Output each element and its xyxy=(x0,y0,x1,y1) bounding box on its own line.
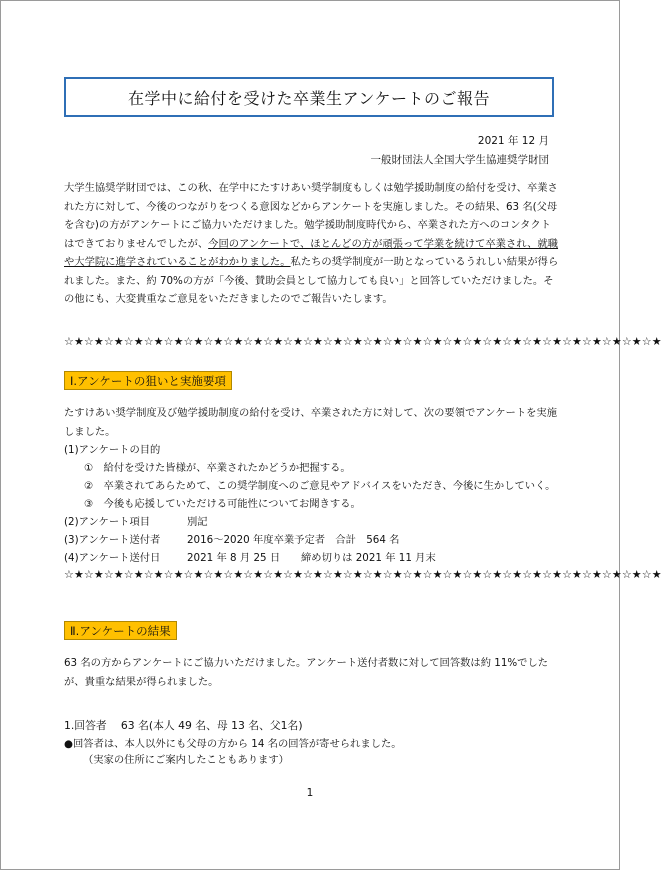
purpose-item-3: ③ 今後も応援していただける可能性についてお聞きする。 xyxy=(84,498,361,510)
purpose-item-2: ② 卒業されてあらためて、この奨学制度へのご意見やアドバイスをいただき、今後に生かしていく。 xyxy=(84,480,556,492)
recipients-value: 2016～2020 年度卒業予定者 合計 564 名 xyxy=(187,534,400,546)
send-date-value: 2021 年 8 月 25 日 xyxy=(187,552,281,564)
section1-intro: たすけあい奨学制度及び勉学援助制度の給付を受け、卒業された方に対して、次の要領でアンケートを実施しました。 xyxy=(64,407,558,438)
items-label: (2)アンケート項目 xyxy=(64,516,151,528)
recipients-label: (3)アンケート送付者 xyxy=(64,534,161,546)
page-title: 在学中に給付を受けた卒業生アンケートのご報告 xyxy=(127,88,491,108)
star-divider: ☆★☆★☆★☆★☆★☆★☆★☆★☆★☆★☆★☆★☆★☆★☆★☆★☆★☆★☆★☆★☆★☆★☆★☆★☆★☆★☆★☆★☆★☆★ xyxy=(64,335,662,348)
section-heading-2: Ⅱ.アンケートの結果 xyxy=(64,621,177,640)
intro-text-2: 私たちの奨学制度が一助となっているうれしい結果が得られました。また、約 70%の方が「今後、賛助会員として協力しても良い」と回答していただけました。その他にも、大変貴重なご意見をいただきましたのでご報告いたします。 xyxy=(64,256,559,305)
star-divider: ☆★☆★☆★☆★☆★☆★☆★☆★☆★☆★☆★☆★☆★☆★☆★☆★☆★☆★☆★☆★☆★☆★☆★☆★☆★☆★☆★☆★☆★☆★ xyxy=(64,568,662,581)
intro-underlined-text: 今回のアンケートで、ほとんどの方が頑張って学業を続けて卒業され、就職や大学院に進学されていることがわかりました。 xyxy=(64,237,559,268)
purpose-item-1: ① 給付を受けた皆様が、卒業されたかどうか把握する。 xyxy=(84,462,351,474)
respondents-note-1: ●回答者は、本人以外にも父母の方から 14 名の回答が寄せられました。 xyxy=(64,738,402,750)
deadline: 締め切りは 2021 年 11 月末 xyxy=(301,552,436,564)
report-date: 2021 年 12 月 xyxy=(477,135,549,147)
section2-intro: 63 名の方からアンケートにご協力いただけました。アンケート送付者数に対して回答数は約 11%でしたが、貴重な結果が得られました。 xyxy=(64,657,549,688)
respondents-note xyxy=(64,736,402,768)
title-box xyxy=(64,77,554,117)
respondents-heading: 1.回答者 63 名(本人 49 名、母 13 名、父1名) xyxy=(64,719,303,732)
section-heading-1: Ⅰ.アンケートの狙いと実施要項 xyxy=(64,371,232,390)
intro-paragraph xyxy=(64,179,561,309)
page-number: 1 xyxy=(306,787,314,799)
items-value: 別記 xyxy=(187,516,208,528)
respondents-note-2: （実家の住所にご案内したこともあります） xyxy=(83,754,289,766)
intro-text-1: 大学生協奨学財団では、この秋、在学中にたすけあい奨学制度もしくは勉学援助制度の給付を受け、卒業された方に対して、今後のつながりをつくる意図などからアンケートを実施しました。その結果、63 名(父母を含む)の方がアンケートにご協力いただけました。勉学援助制度時代から、卒業された方へのコンタクトはできておりませんでしたが、 xyxy=(64,182,558,250)
purpose-label: (1)アンケートの目的 xyxy=(64,444,161,456)
send-date-label: (4)アンケート送付日 xyxy=(64,552,161,564)
organization-name: 一般財団法人全国大学生協連奨学財団 xyxy=(370,154,549,166)
